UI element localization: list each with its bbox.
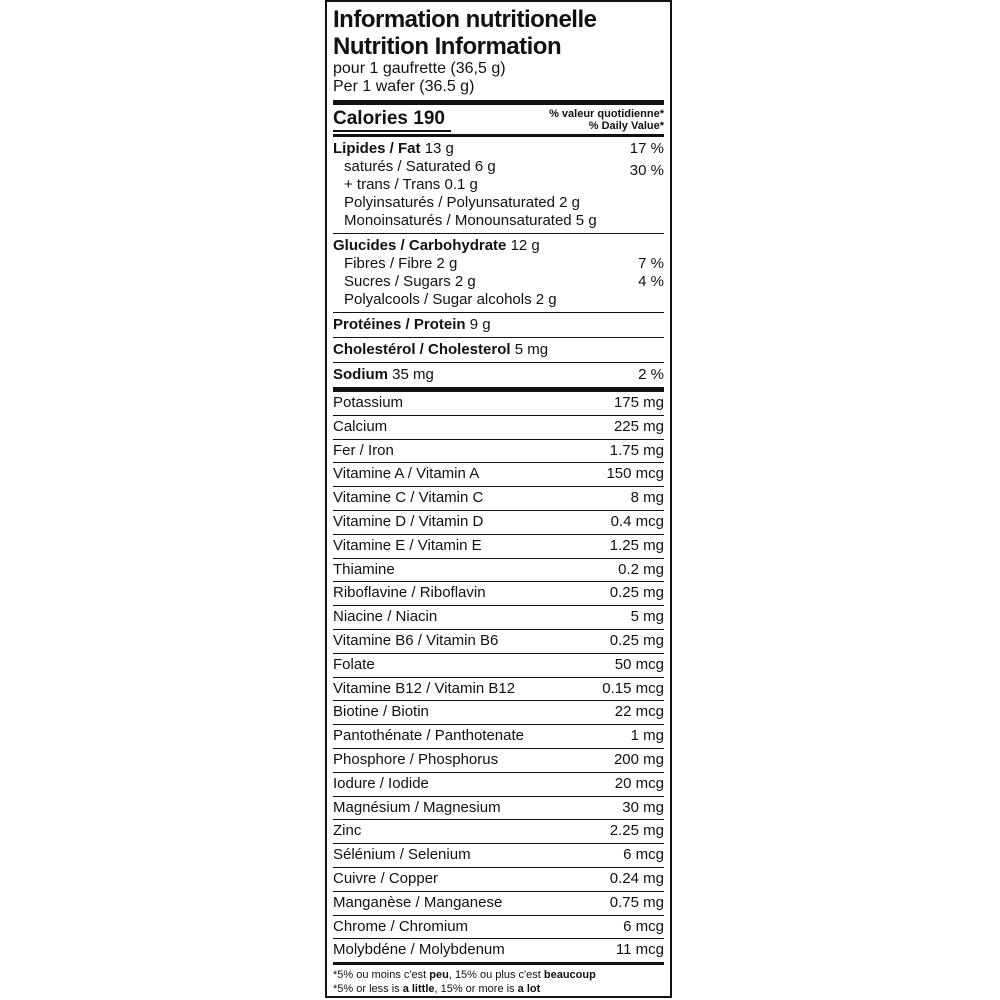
vitamins-minerals-list xyxy=(333,392,664,962)
nutrient-value: 225 mg xyxy=(613,417,664,435)
serving-fr: pour 1 gaufrette (36,5 g) xyxy=(333,60,506,77)
carb-label: Glucides / Carbohydrate xyxy=(333,237,507,254)
nutrient-value: 6 mcg xyxy=(623,846,664,864)
cholesterol-section xyxy=(333,338,664,362)
nutrient-name: Vitamine E / Vitamin E xyxy=(333,536,482,554)
nutrient-row xyxy=(333,463,664,487)
nutrient-name: Zinc xyxy=(333,822,362,840)
dv-header-fr: % valeur quotidienne* xyxy=(549,108,664,120)
nutrient-row xyxy=(333,916,664,940)
title-en: Nutrition Information xyxy=(333,33,562,60)
fibre-dv: 7 % xyxy=(638,255,664,272)
fat-section xyxy=(333,137,664,233)
nutrient-name: Potassium xyxy=(333,394,404,411)
nutrient-value: 11 mcg xyxy=(615,941,664,959)
nutrient-row xyxy=(333,487,664,511)
nutrient-row xyxy=(333,582,664,606)
saturated-fat: saturés / Saturated 6 g xyxy=(344,158,496,175)
protein-amount: 9 g xyxy=(469,316,491,333)
nutrient-value: 0.75 mg xyxy=(609,893,664,911)
nutrient-name: Niacine / Niacin xyxy=(333,608,438,626)
calories-label: Calories 190 xyxy=(333,108,445,129)
cholesterol-label: Cholestérol / Cholesterol xyxy=(333,341,511,358)
nutrient-value: 8 mg xyxy=(630,489,664,507)
carb-amount: 12 g xyxy=(510,237,540,254)
sodium-amount: 35 mg xyxy=(392,366,434,383)
nutrient-row xyxy=(333,654,664,678)
footnote xyxy=(333,965,664,996)
nutrient-row xyxy=(333,844,664,868)
nutrient-value: 50 mcg xyxy=(614,655,664,673)
sugars: Sucres / Sugars 2 g xyxy=(344,273,476,290)
nutrient-row xyxy=(333,511,664,535)
nutrient-name: Chrome / Chromium xyxy=(333,917,469,935)
nutrient-row xyxy=(333,392,664,416)
nutrient-name: Cuivre / Copper xyxy=(333,869,439,887)
nutrient-row xyxy=(333,797,664,821)
nutrient-value: 1 mg xyxy=(630,727,664,745)
fat-label: Lipides / Fat xyxy=(333,140,421,157)
calories-underline xyxy=(333,130,451,132)
sodium-label: Sodium xyxy=(333,366,388,383)
protein-section xyxy=(333,313,664,337)
nutrient-value: 0.25 mg xyxy=(609,631,664,649)
carb-section xyxy=(333,234,664,312)
nutrient-row xyxy=(333,678,664,702)
daily-value-header xyxy=(549,108,664,132)
nutrient-row xyxy=(333,535,664,559)
nutrient-row xyxy=(333,939,664,962)
nutrient-name: Fer / Iron xyxy=(333,441,394,459)
nutrient-value: 20 mcg xyxy=(614,774,664,792)
title-fr: Information nutritionelle xyxy=(333,6,597,33)
nutrient-name: Calcium xyxy=(333,417,388,435)
fibre: Fibres / Fibre 2 g xyxy=(344,255,458,272)
nutrient-value: 30 mg xyxy=(622,798,664,816)
nutrient-row xyxy=(333,892,664,916)
nutrient-row xyxy=(333,559,664,583)
nutrient-value: 5 mg xyxy=(630,608,664,626)
nutrient-row xyxy=(333,701,664,725)
nutrient-value: 0.15 mcg xyxy=(602,679,664,697)
nutrient-name: Sélénium / Selenium xyxy=(333,846,471,864)
nutrient-name: Vitamine C / Vitamin C xyxy=(333,489,484,507)
nutrition-facts-panel xyxy=(325,0,672,998)
nutrient-name: Folate xyxy=(333,655,375,673)
nutrient-name: Riboflavine / Riboflavin xyxy=(333,584,486,602)
nutrient-name: Vitamine B12 / Vitamin B12 xyxy=(333,679,516,697)
nutrient-value: 2.25 mg xyxy=(609,822,664,840)
nutrient-name: Biotine / Biotin xyxy=(333,703,429,721)
nutrient-value: 0.25 mg xyxy=(609,584,664,602)
sat-trans-dv: 30 % xyxy=(629,162,664,179)
nutrient-value: 0.4 mcg xyxy=(610,512,664,530)
polyunsaturated-fat: Polyinsaturés / Polyunsaturated 2 g xyxy=(344,194,580,211)
nutrient-value: 175 mg xyxy=(613,394,664,411)
nutrient-name: Phosphore / Phosphorus xyxy=(333,750,499,768)
protein-label: Protéines / Protein xyxy=(333,316,466,333)
nutrient-row xyxy=(333,773,664,797)
calories-row xyxy=(333,105,664,134)
dv-header-en: % Daily Value* xyxy=(588,120,664,132)
nutrient-name: Vitamine A / Vitamin A xyxy=(333,465,480,483)
nutrient-value: 1.75 mg xyxy=(609,441,664,459)
nutrient-value: 150 mcg xyxy=(606,465,664,483)
cholesterol-amount: 5 mg xyxy=(514,341,549,358)
nutrient-value: 22 mcg xyxy=(614,703,664,721)
trans-fat: + trans / Trans 0.1 g xyxy=(344,176,478,193)
sodium-section xyxy=(333,363,664,387)
nutrient-name: Thiamine xyxy=(333,560,395,578)
nutrient-value: 1.25 mg xyxy=(609,536,664,554)
monounsaturated-fat: Monoinsaturés / Monounsaturated 5 g xyxy=(344,212,597,229)
nutrient-row xyxy=(333,749,664,773)
footnote-fr: *5% ou moins c'est peu, 15% ou plus c'est beaucoup xyxy=(333,969,596,982)
nutrient-row xyxy=(333,630,664,654)
nutrient-value: 6 mcg xyxy=(623,917,664,935)
nutrient-value: 0.2 mg xyxy=(618,560,664,578)
nutrient-name: Magnésium / Magnesium xyxy=(333,798,501,816)
footnote-en: *5% or less is a little, 15% or more is a lot xyxy=(333,983,541,996)
nutrient-name: Pantothénate / Panthotenate xyxy=(333,727,524,745)
fat-dv: 17 % xyxy=(629,140,664,157)
nutrient-name: Vitamine B6 / Vitamin B6 xyxy=(333,631,499,649)
sugars-dv: 4 % xyxy=(638,273,664,290)
sodium-dv: 2 % xyxy=(638,366,664,383)
nutrient-name: Iodure / Iodide xyxy=(333,774,429,792)
nutrient-name: Molybdéne / Molybdenum xyxy=(333,941,505,959)
nutrient-value: 200 mg xyxy=(613,750,664,768)
nutrient-row xyxy=(333,868,664,892)
nutrient-row xyxy=(333,820,664,844)
nutrient-row xyxy=(333,416,664,440)
nutrient-value: 0.24 mg xyxy=(609,869,664,887)
fat-amount: 13 g xyxy=(424,140,454,157)
nutrient-name: Vitamine D / Vitamin D xyxy=(333,512,484,530)
nutrient-row xyxy=(333,440,664,464)
sugar-alcohols: Polyalcools / Sugar alcohols 2 g xyxy=(344,291,557,308)
nutrient-row xyxy=(333,725,664,749)
nutrient-row xyxy=(333,606,664,630)
serving-en: Per 1 wafer (36.5 g) xyxy=(333,78,475,95)
nutrient-name: Manganèse / Manganese xyxy=(333,893,503,911)
